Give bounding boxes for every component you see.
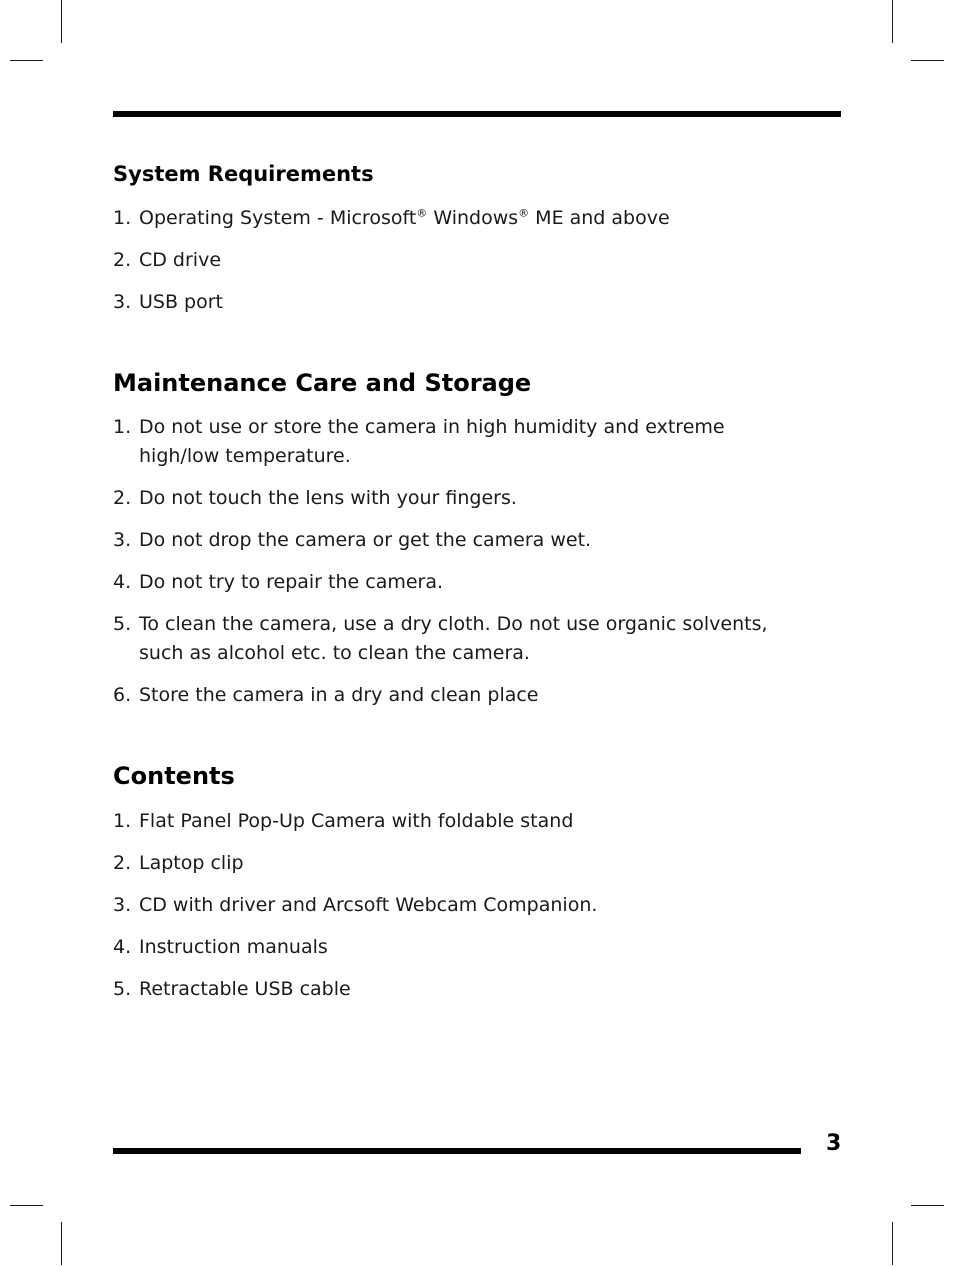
- list-item-number: 1.: [113, 207, 132, 229]
- list-item: [113, 288, 793, 317]
- list-item-text: CD with driver and Arcsoft Webcam Companion.: [139, 894, 598, 916]
- list-item-number: 1.: [113, 416, 132, 438]
- footer-rule: [113, 1148, 801, 1154]
- list-item-number: 5.: [113, 978, 132, 1000]
- list-item-number: 6.: [113, 684, 132, 706]
- list-item: [113, 246, 793, 275]
- crop-mark: [911, 1205, 944, 1206]
- list-item-text: Retractable USB cable: [139, 978, 351, 1000]
- list-item-text: Do not use or store the camera in high humidity and extreme high/low temperature.: [139, 416, 725, 467]
- list-item: [113, 484, 793, 513]
- list-item-number: 5.: [113, 613, 132, 635]
- list-item-text: Do not try to repair the camera.: [139, 571, 444, 593]
- page-number: 3: [826, 1131, 842, 1156]
- crop-mark: [61, 1222, 62, 1265]
- list-item-number: 4.: [113, 936, 132, 958]
- registered-mark: ®: [416, 206, 428, 220]
- crop-mark: [911, 60, 944, 61]
- list-item-text: Do not drop the camera or get the camera wet.: [139, 529, 592, 551]
- list-item: [113, 413, 793, 471]
- list-item: [113, 891, 793, 920]
- list-item: [113, 526, 793, 555]
- list-item: [113, 681, 793, 710]
- list-item-number: 2.: [113, 249, 132, 271]
- list-item-number: 2.: [113, 487, 132, 509]
- crop-mark: [892, 1222, 893, 1265]
- system-requirements-title: System Requirements: [113, 162, 374, 186]
- header-rule: [113, 111, 841, 117]
- list-item: [113, 568, 793, 597]
- list-item-text: Do not touch the lens with your fingers.: [139, 487, 517, 509]
- maintenance-title: Maintenance Care and Storage: [113, 369, 532, 397]
- list-item: [113, 849, 793, 878]
- list-item-text: USB port: [139, 291, 223, 313]
- contents-title: Contents: [113, 762, 235, 790]
- list-item-text: Store the camera in a dry and clean place: [139, 684, 539, 706]
- list-item-text: To clean the camera, use a dry cloth. Do not use organic solvents, such as alcohol etc. to clean the camera.: [139, 613, 768, 664]
- maintenance-list: [113, 413, 793, 723]
- list-item: [113, 975, 793, 1004]
- list-item-number: 3.: [113, 529, 132, 551]
- list-item-number: 1.: [113, 810, 132, 832]
- list-item-text: CD drive: [139, 249, 222, 271]
- list-item-text: Instruction manuals: [139, 936, 328, 958]
- list-item: [113, 807, 793, 836]
- list-item-text-part: Windows: [427, 207, 519, 229]
- system-requirements-list: [113, 204, 793, 330]
- list-item-number: 3.: [113, 894, 132, 916]
- list-item-number: 3.: [113, 291, 132, 313]
- contents-list: [113, 807, 793, 1017]
- list-item-number: 2.: [113, 852, 132, 874]
- list-item-text: [139, 204, 793, 233]
- list-item: [113, 204, 793, 233]
- crop-mark: [10, 1205, 43, 1206]
- list-item: [113, 610, 793, 668]
- list-item-text: Laptop clip: [139, 852, 244, 874]
- list-item: [113, 933, 793, 962]
- list-item-text-part: ME and above: [529, 207, 670, 229]
- crop-mark: [892, 0, 893, 43]
- registered-mark: ®: [518, 206, 530, 220]
- crop-mark: [10, 60, 43, 61]
- list-item-text-part: Operating System - Microsoft: [139, 207, 417, 229]
- list-item-number: 4.: [113, 571, 132, 593]
- crop-mark: [61, 0, 62, 43]
- list-item-text: Flat Panel Pop-Up Camera with foldable stand: [139, 810, 574, 832]
